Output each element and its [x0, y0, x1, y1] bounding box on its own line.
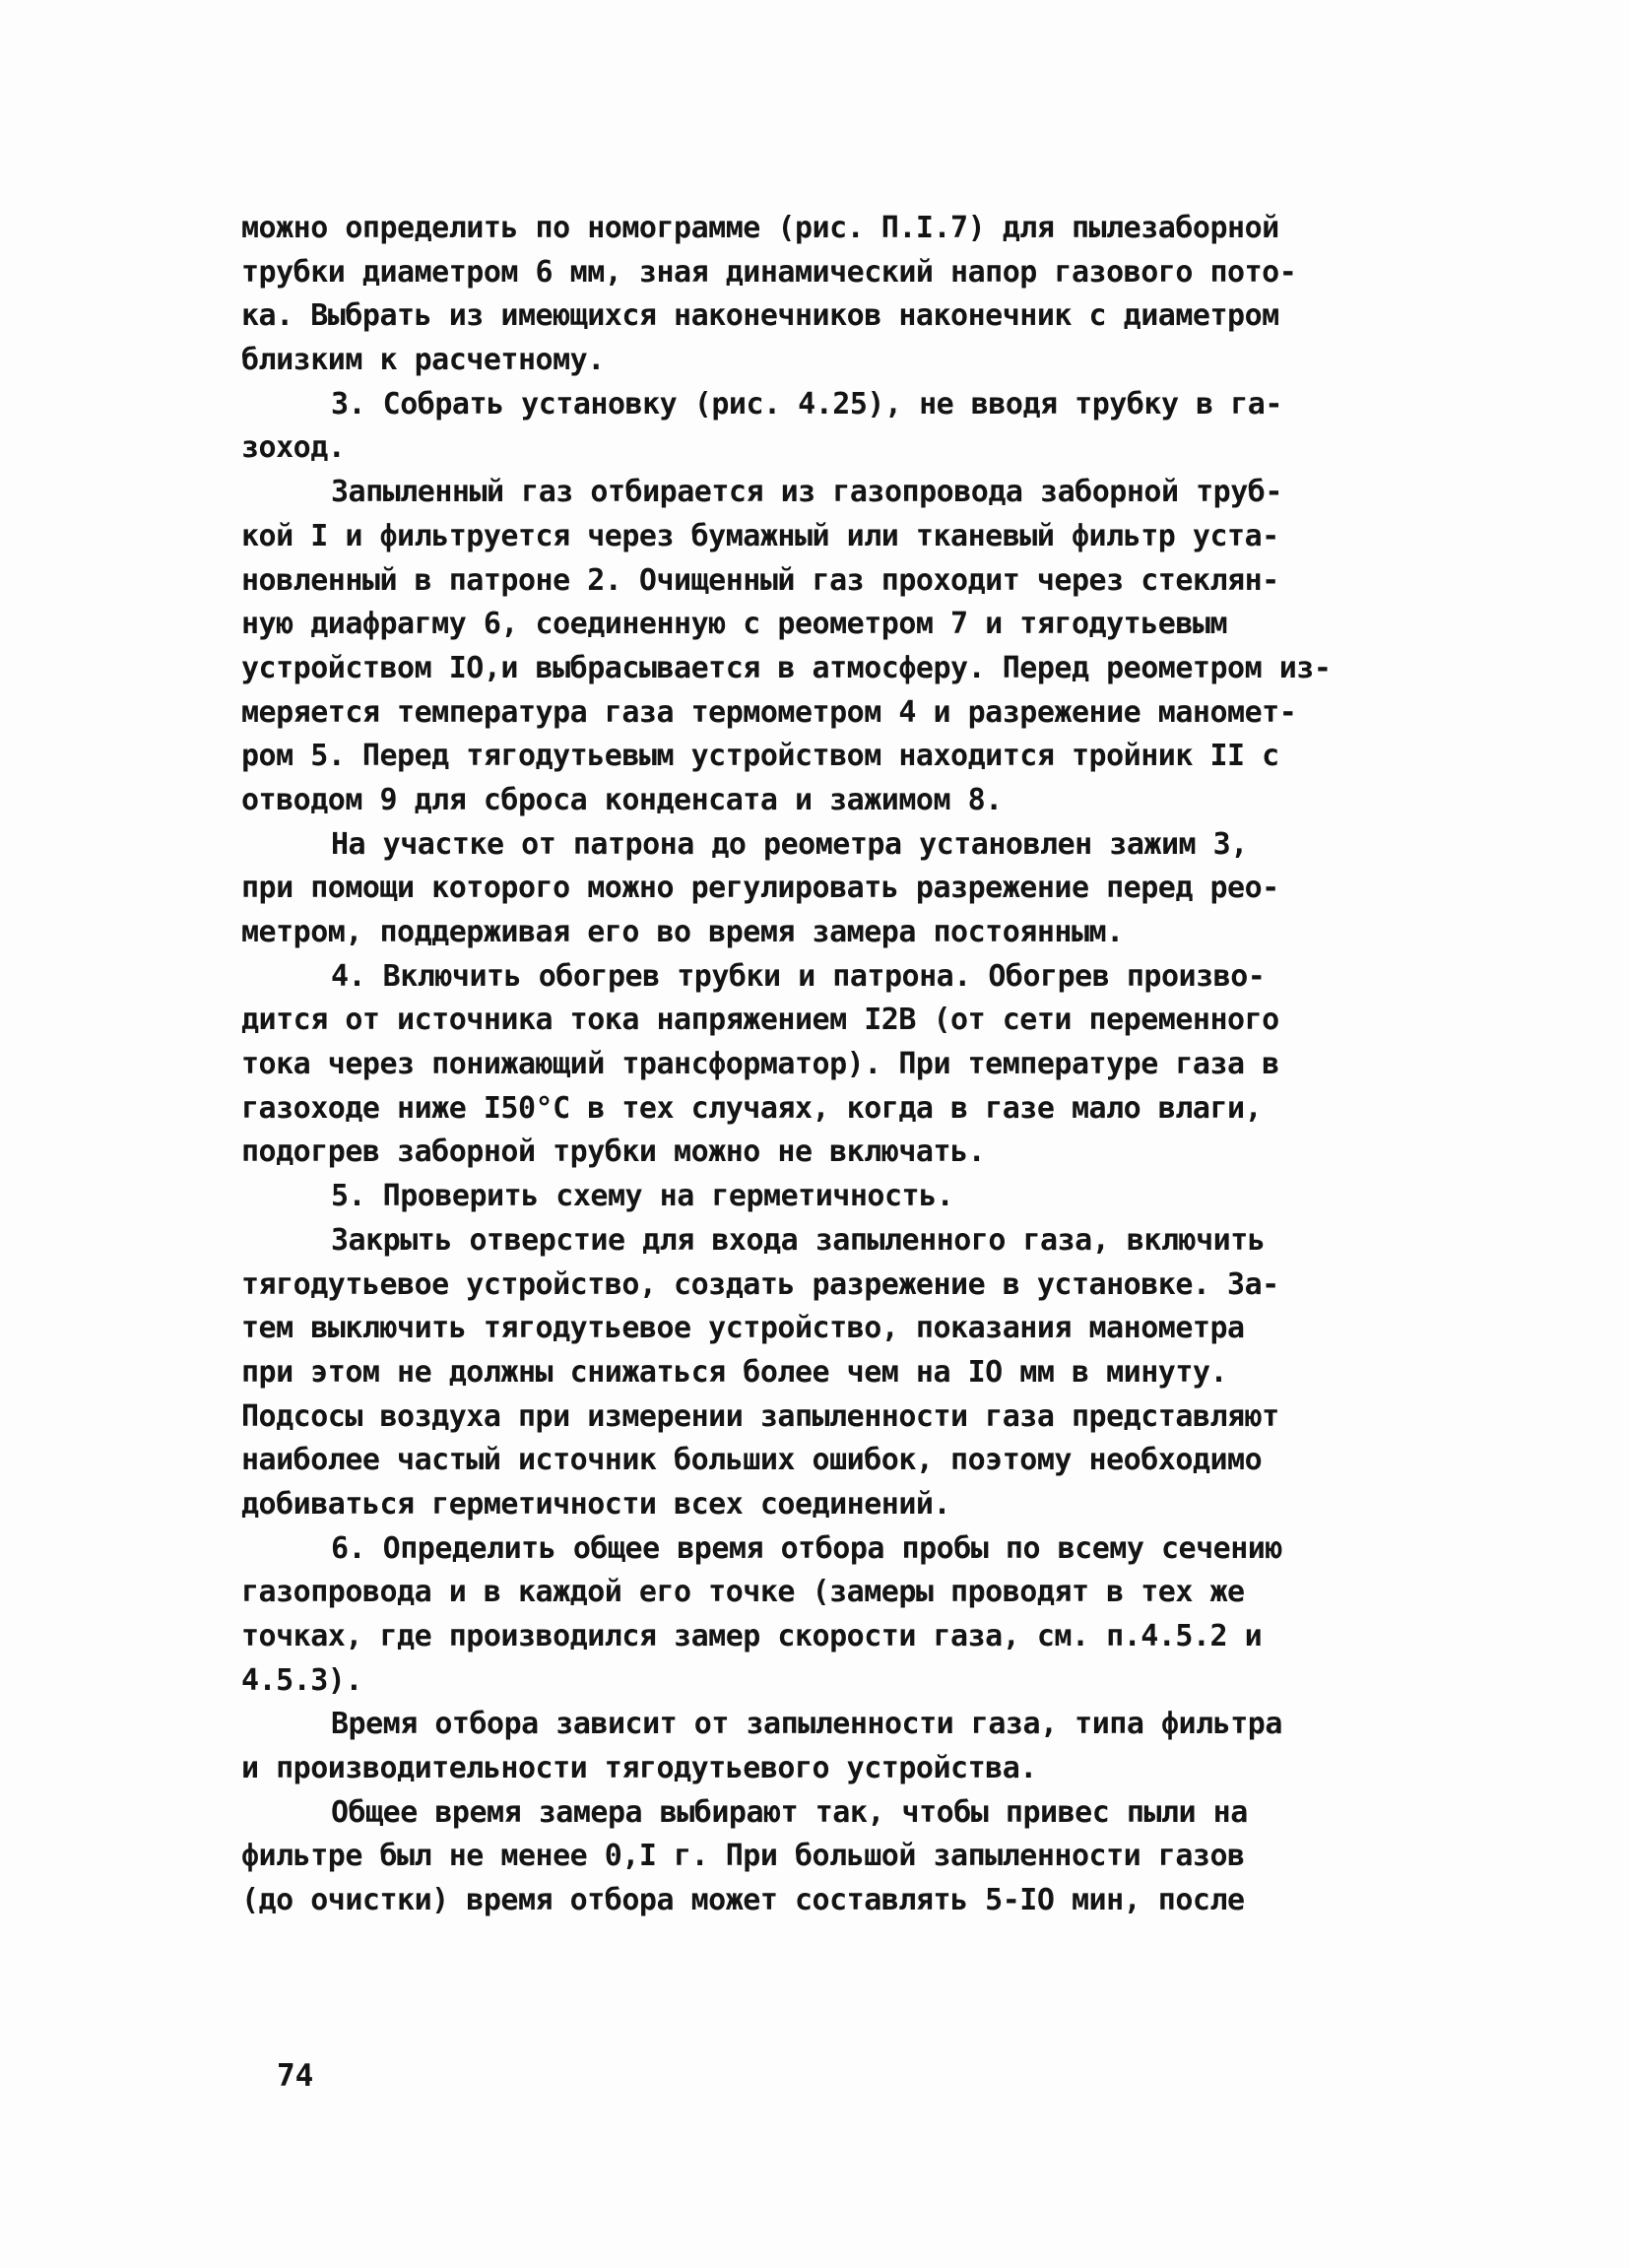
text-line: отводом 9 для сброса конденсата и зажимом 8.: [241, 782, 1003, 817]
text-line: газоходе ниже I50°С в тех случаях, когда в газе мало влаги,: [241, 1090, 1263, 1126]
text-line: наиболее частый источник больших ошибок, поэтому необходимо: [241, 1443, 1263, 1478]
text-line: 6. Определить общее время отбора пробы по всему сечению: [331, 1530, 1282, 1566]
body-text: [241, 207, 1359, 1923]
text-line: при помощи которого можно регулировать разрежение перед рео-: [241, 871, 1279, 906]
text-line: ка. Выбрать из имеющихся наконечников наконечник с диаметром: [241, 298, 1279, 334]
text-line: метром, поддерживая его во время замера постоянным.: [241, 915, 1124, 949]
text-line: устройством IO,и выбрасывается в атмосферу. Перед реометром из-: [241, 650, 1332, 685]
text-line: 5. Проверить схему на герметичность.: [331, 1179, 954, 1214]
text-line: точках, где производился замер скорости газа, см. п.4.5.2 и: [241, 1619, 1263, 1653]
text-line: На участке от патрона до реометра установлен зажим 3,: [331, 826, 1248, 862]
text-line: 3. Собрать установку (рис. 4.25), не вводя трубку в га-: [331, 386, 1282, 421]
text-line: фильтре был не менее 0,I г. При большой запыленности газов: [241, 1839, 1245, 1874]
text-line: меряется температура газа термометром 4 и разрежение маномет-: [241, 694, 1297, 730]
text-line: (до очистки) время отбора может составлять 5-IO мин, после: [241, 1883, 1245, 1918]
text-line: добиваться герметичности всех соединений.: [241, 1486, 951, 1522]
text-line: ную диафрагму 6, соединенную с реометром 7 и тягодутьевым: [241, 607, 1228, 642]
text-line: Время отбора зависит от запыленности газа, типа фильтра: [331, 1707, 1282, 1742]
text-line: газопровода и в каждой его точке (замеры проводят в тех же: [241, 1575, 1245, 1610]
text-line: Закрыть отверстие для входа запыленного газа, включить: [331, 1222, 1266, 1258]
text-line: тока через понижающий трансформатор). При температуре газа в: [241, 1047, 1279, 1082]
page-number: 74: [277, 2058, 314, 2094]
text-line: близким к расчетному.: [241, 343, 605, 378]
text-line: дится от источника тока напряжением I2В (от сети переменного: [241, 1003, 1279, 1038]
text-line: кой I и фильтруется через бумажный или тканевый фильтр уста-: [241, 518, 1279, 553]
text-line: и производительности тягодутьевого устройства.: [241, 1751, 1037, 1786]
text-line: Подсосы воздуха при измерении запыленности газа представляют: [241, 1398, 1279, 1434]
text-line: Общее время замера выбирают так, чтобы привес пыли на: [331, 1794, 1248, 1830]
text-line: новленный в патроне 2. Очищенный газ проходит через стеклян-: [241, 562, 1279, 598]
text-line: трубки диаметром 6 мм, зная динамический напор газового пото-: [241, 254, 1297, 290]
text-line: можно определить по номограмме (рис. П.I.7) для пылезаборной: [241, 211, 1279, 245]
text-line: тягодутьевое устройство, создать разрежение в установке. За-: [241, 1266, 1279, 1302]
text-line: ром 5. Перед тягодутьевым устройством находится тройник II с: [241, 739, 1279, 774]
text-line: при этом не должны снижаться более чем на IO мм в минуту.: [241, 1354, 1228, 1390]
text-line: подогрев заборной трубки можно не включать.: [241, 1134, 986, 1170]
text-line: тем выключить тягодутьевое устройство, показания манометра: [241, 1311, 1245, 1346]
text-line: 4. Включить обогрев трубки и патрона. Обогрев произво-: [331, 958, 1266, 994]
text-line: Запыленный газ отбирается из газопровода заборной труб-: [331, 475, 1282, 510]
text-line: зоход.: [241, 430, 346, 466]
text-line: 4.5.3).: [241, 1662, 362, 1698]
